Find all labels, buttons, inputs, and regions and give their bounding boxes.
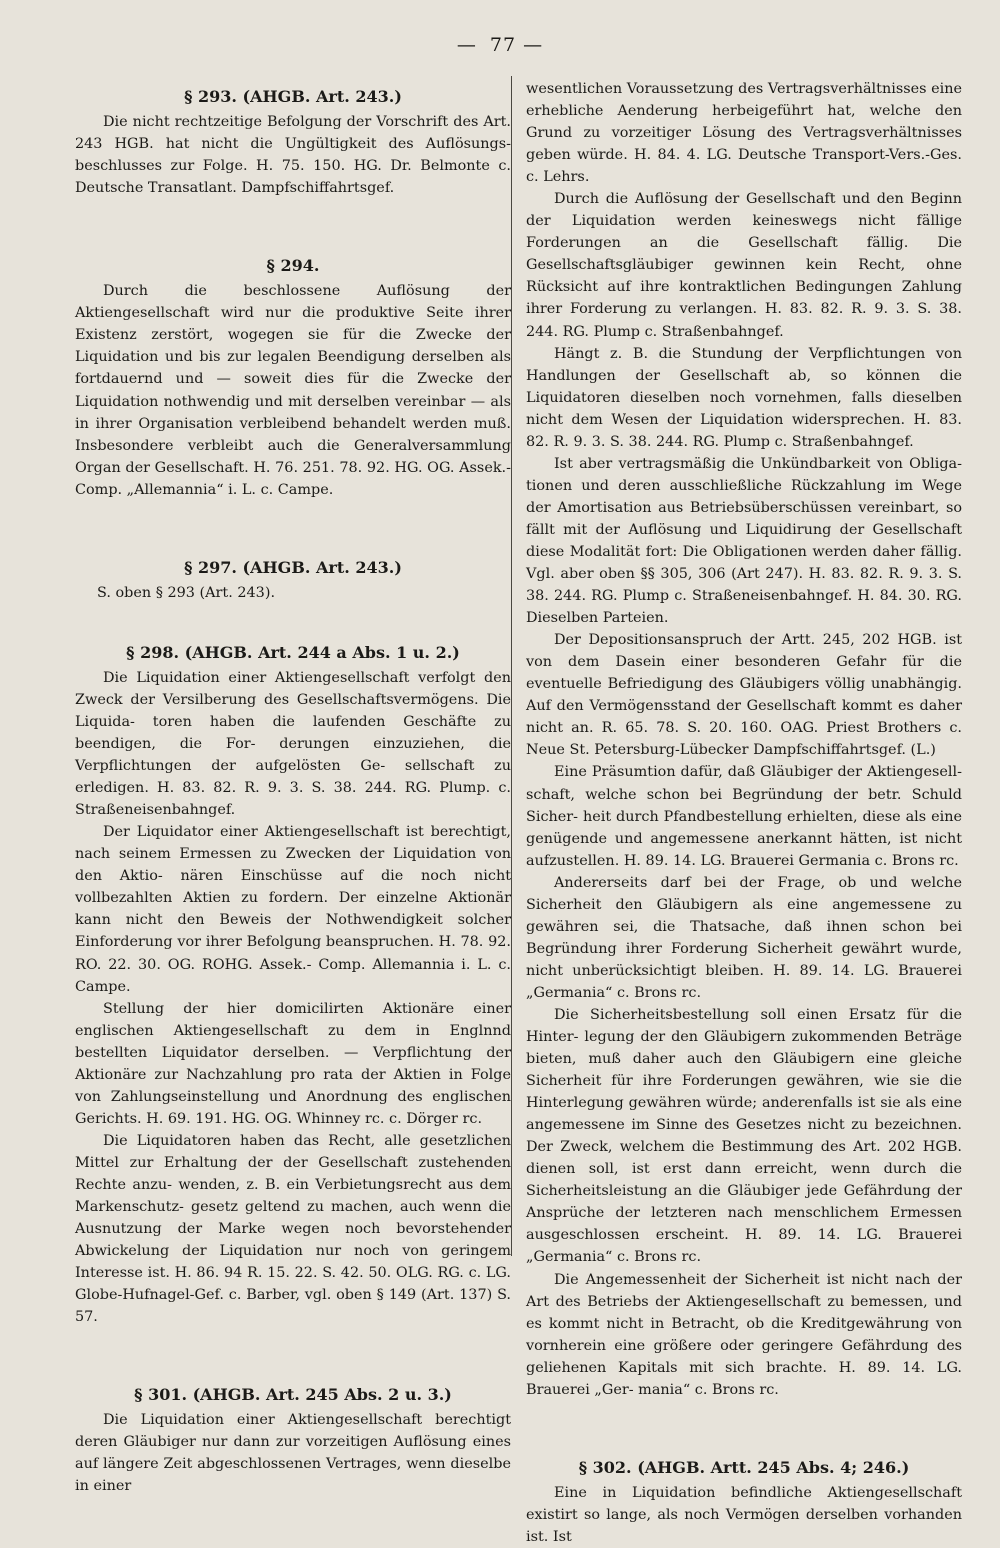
right-column: [526, 78, 962, 1548]
paragraph: Durch die beschlossene Auflösung der Aktiengesellschaft wird nur die produktive Seite ihrer Existenz zerstört, wogegen sie für die Zwecke der Liquidation und bis zur legalen Beendigung derselben als fortdauernd und — soweit dies für die Zwecke der Liquidation nothwendig und mit derselben vereinbar — als in ihrer Organisation verbleibend behandelt werden muß. Insbesondere verbleibt auch die Generalversammlung Organ der Gesellschaft. H. 76. 251. 78. 92. HG. OG. Assek.- Comp. „Allemannia“ i. L. c. Campe.: [75, 283, 511, 498]
column-divider: [511, 76, 512, 1256]
section-heading: § 298. (AHGB. Art. 244 a Abs. 1 u. 2.): [126, 642, 460, 662]
section-heading: § 294.: [266, 256, 320, 276]
section-heading: § 302. (AHGB. Artt. 245 Abs. 4; 246.): [578, 1457, 910, 1477]
section-heading: § 297. (AHGB. Art. 243.): [184, 557, 402, 577]
section-297: [75, 557, 511, 604]
paragraph: Die nicht rechtzeitige Befolgung der Vorschrift des Art. 243 HGB. hat nicht die Ungültigkeit des Auflösungs- beschlusses zur Folge. H. 75. 150. HG. Dr. Belmonte c. Deutsche Transatlant. Dampfschiffahrtsgef.: [75, 114, 511, 197]
section-302: [526, 1457, 962, 1548]
section-301: [75, 1384, 511, 1497]
paragraph: S. oben § 293 (Art. 243).: [97, 584, 276, 601]
paragraph: Stellung der hier domicilirten Aktionäre einer englischen Aktiengesellschaft zu dem in Englnnd bestellten Liquidator derselben. — Verpflichtung der Aktionäre zur Nachzahlung pro rata der Aktien in Folge von Zahlungseinstellung und Anordnung des englischen Gerichts. H. 69. 191. HG. OG. Whinney rc. c. Dörger rc.: [75, 1000, 511, 1127]
page-number: — 77 —: [456, 34, 544, 56]
section-heading: § 301. (AHGB. Art. 245 Abs. 2 u. 3.): [134, 1385, 452, 1405]
paragraph: Andererseits darf bei der Frage, ob und welche Sicherheit den Gläubigern als eine angemessene zu gewähren sei, die Thatsache, daß ihnen schon bei Begründung ihrer Forderung Sicherheit gewährt wurde, nicht unberücksichtigt bleiben. H. 89. 14. LG. Brauerei „Germania“ c. Brons rc.: [526, 874, 962, 1001]
paragraph: Eine in Liquidation befindliche Aktiengesellschaft existirt so lange, als noch Vermögen derselben vorhanden ist. Ist: [526, 1484, 962, 1545]
paragraph: Die Liquidation einer Aktiengesellschaft berechtigt deren Gläubiger nur dann zur vorzeitigen Auflösung eines auf längere Zeit abgeschlossenen Vertrages, wenn dieselbe in einer: [75, 1412, 511, 1495]
paragraph: Ist aber vertragsmäßig die Unkündbarkeit von Obliga- tionen und deren ausschließliche Rückzahlung im Wege der Amortisation aus Betriebsüberschüssen vereinbart, so fällt mit der Auflösung und Liquidirung der Gesellschaft diese Modalität fort: Die Obligationen werden daher fällig. Vgl. aber oben §§ 305, 306 (Art 247). H. 83. 82. R. 9. 3. S. 38. 244. RG. Plump c. Straßeneisenbahngef. H. 84. 30. RG. Dieselben Parteien.: [526, 455, 962, 627]
paragraph: Die Sicherheitsbestellung soll einen Ersatz für die Hinter- legung der den Gläubigern zukommenden Beträge bieten, muß daher auch den Gläubigern eine gleiche Sicherheit für ihre Forderungen gewähren, wie sie die Hinterlegung gewähren würde; anderenfalls ist sie als eine angemessene im Sinne des Gesetzes nicht zu bezeichnen. Der Zweck, welchem die Bestimmung des Art. 202 HGB. dienen soll, ist erst dann erreicht, wenn durch die Sicherheitsleistung an die Gläubiger jede Gefährdung der Ansprüche der letzteren nach menschlichem Ermessen ausgeschlossen erscheint. H. 89. 14. LG. Brauerei „Germania“ c. Brons rc.: [526, 1006, 962, 1266]
section-298: [75, 642, 511, 1328]
paragraph: wesentlichen Voraussetzung des Vertragsverhältnisses eine erhebliche Aenderung herbeigeführt hat, welche den Grund zu vorzeitiger Lösung des Vertragsverhältnisses geben würde. H. 84. 4. LG. Deutsche Transport-Vers.-Ges. c. Lehrs.: [526, 81, 962, 186]
paragraph: Der Depositionsanspruch der Artt. 245, 202 HGB. ist von dem Dasein einer besonderen Gefahr für die eventuelle Befriedigung des Gläubigers völlig unabhängig. Auf den Vermögensstand der Gesellschaft kommt es daher nicht an. R. 65. 78. S. 20. 160. OAG. Priest Brothers c. Neue St. Petersburg-Lübecker Dampfschiffahrtsgef. (L.): [526, 632, 962, 759]
paragraph: Eine Präsumtion dafür, daß Gläubiger der Aktiengesell- schaft, welche schon bei Begründung der betr. Schuld Sicher- heit durch Pfandbestellung erhielten, diese als eine genügende und angemessene anerkannt hätten, ist nicht aufzustellen. H. 89. 14. LG. Brauerei Germania c. Brons rc.: [526, 764, 962, 869]
paragraph: Durch die Auflösung der Gesellschaft und den Beginn der Liquidation werden keineswegs nicht fällige Forderungen an die Gesellschaft fällig. Die Gesellschaftsgläubiger gewinnen kein Recht, ohne Rücksicht auf ihre kontraktlichen Bedingungen Zahlung ihrer Forderung zu verlangen. H. 83. 82. R. 9. 3. S. 38. 244. RG. Plump c. Straßenbahngef.: [526, 191, 962, 340]
left-column: [75, 78, 511, 1498]
paragraph: Die Liquidation einer Aktiengesellschaft verfolgt den Zweck der Versilberung des Gesellschaftsvermögens. Die Liquida- toren haben die laufenden Geschäfte zu beendigen, die For- derungen einzuziehen, die Verpflichtungen der aufgelösten Ge- sellschaft zu erledigen. H. 83. 82. R. 9. 3. S. 38. 244. RG. Plump. c. Straßeneisenbahngef.: [75, 669, 511, 819]
paragraph: Hängt z. B. die Stundung der Verpflichtungen von Handlungen der Gesellschaft ab, so können die Liquidatoren dieselben noch vornehmen, falls dieselben nicht dem Wesen der Liquidation widersprechen. H. 83. 82. R. 9. 3. S. 38. 244. RG. Plump c. Straßenbahngef.: [526, 345, 962, 450]
paragraph: Der Liquidator einer Aktiengesellschaft ist berechtigt, nach seinem Ermessen zu Zwecken der Liquidation von den Aktio- nären Einschüsse auf die noch nicht vollbezahlten Aktien zu fordern. Der einzelne Aktionär kann nicht den Beweis der Nothwendigkeit solcher Einforderung vor ihrer Befolgung beanspruchen. H. 78. 92. RO. 22. 30. OG. ROHG. Assek.- Comp. Allemannia i. L. c. Campe.: [75, 824, 511, 995]
paragraph: Die Angemessenheit der Sicherheit ist nicht nach der Art des Betriebs der Aktiengesellschaft zu bemessen, und es kommt nicht in Betracht, ob die Kreditgewährung von vornherein eine größere oder geringere Gefährdung des geliehenen Kapitals mit sich brachte. H. 89. 14. LG. Brauerei „Ger- mania“ c. Brons rc.: [526, 1271, 962, 1398]
section-heading: § 293. (AHGB. Art. 243.): [184, 87, 402, 106]
section-294: [75, 255, 511, 501]
section-293: [75, 86, 511, 199]
paragraph: Die Liquidatoren haben das Recht, alle gesetzlichen Mittel zur Erhaltung der der Gesellschaft zustehenden Rechte anzu- wenden, z. B. ein Verbietungsrecht aus dem Markenschutz- gesetz geltend zu machen, auch wenn die Ausnutzung der Marke wegen noch bevorstehender Abwickelung der Liquidation nur noch von geringem Interesse ist. H. 86. 94 R. 15. 22. S. 42. 50. OLG. RG. c. LG. Globe-Hufnagel-Gef. c. Barber, vgl. oben § 149 (Art. 137) S. 57.: [75, 1132, 511, 1326]
